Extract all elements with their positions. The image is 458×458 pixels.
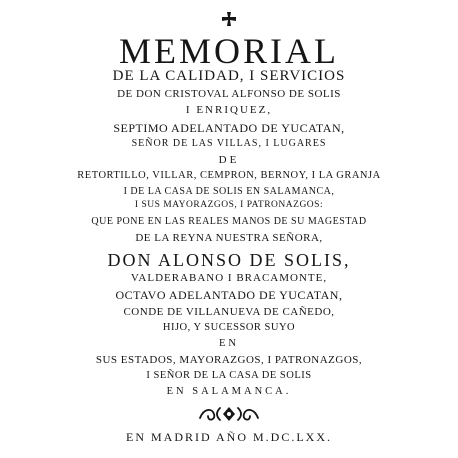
title-line: VALDERABANO I BRACAMONTE, <box>130 272 328 284</box>
title-line: SUS ESTADOS, MAYORAZGOS, I PATRONAZGOS, <box>95 354 363 366</box>
title-line: DE LA CALIDAD, I SERVICIOS <box>112 68 346 84</box>
title-line: I SUS MAYORAZGOS, I PATRONAZGOS: <box>134 200 324 210</box>
title-line: I ENRIQUEZ, <box>185 104 273 116</box>
printers-ornament-icon <box>196 404 262 424</box>
title-line: DE DON CRISTOVAL ALFONSO DE SOLIS <box>117 88 341 100</box>
cross-pattee-icon <box>222 12 236 26</box>
author-name: DON ALONSO DE SOLIS, <box>107 250 351 270</box>
title-line: RETORTILLO, VILLAR, CEMPRON, BERNOY, I LA GRANJA <box>77 170 381 181</box>
title-line: CONDE DE VILLANUEVA DE CAÑEDO, <box>123 306 335 318</box>
title-line: SEPTIMO ADELANTADO DE YUCATAN, <box>113 121 345 135</box>
imprint-line: EN MADRID AÑO M.DC.LXX. <box>125 430 332 444</box>
title-line: EN <box>219 338 239 349</box>
title-line: DE LA REYNA NUESTRA SEÑORA, <box>135 232 323 244</box>
title-line: I SEÑOR DE LA CASA DE SOLIS <box>146 370 312 381</box>
title-line: QUE PONE EN LAS REALES MANOS DE SU MAGESTAD <box>91 216 367 227</box>
title-line: EN SALAMANCA. <box>166 386 292 397</box>
title-line: OCTAVO ADELANTADO DE YUCATAN, <box>115 288 343 302</box>
main-title: MEMORIAL <box>119 31 339 71</box>
title-line: SEÑOR DE LAS VILLAS, I LUGARES <box>131 138 327 149</box>
title-line: I DE LA CASA DE SOLIS EN SALAMANCA, <box>123 186 335 197</box>
title-line: DE <box>218 154 240 166</box>
title-line: HIJO, Y SUCESSOR SUYO <box>162 322 296 333</box>
